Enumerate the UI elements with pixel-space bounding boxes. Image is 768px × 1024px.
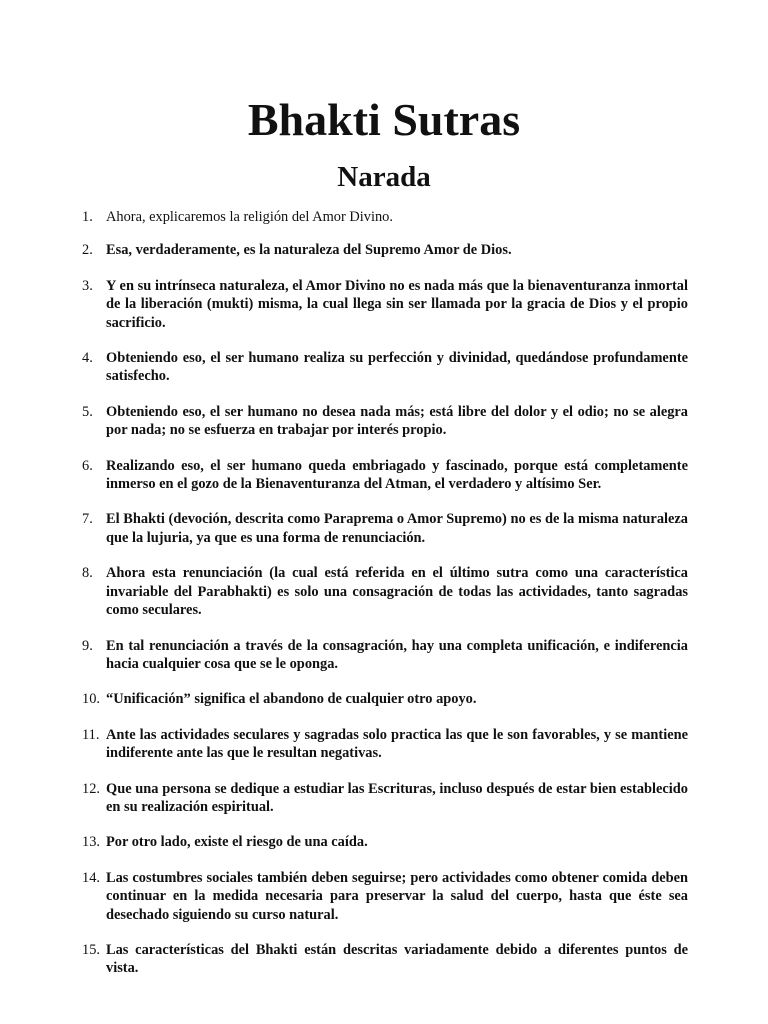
sutra-text: Por otro lado, existe el riesgo de una caída. (106, 834, 368, 851)
sutra-number: 13. (82, 834, 100, 851)
sutra-item (78, 833, 688, 851)
sutra-number: 8. (82, 565, 93, 582)
sutra-item (78, 869, 688, 924)
sutra-number: 3. (82, 277, 93, 294)
sutra-text: Ahora, explicaremos la religión del Amor Divino. (106, 209, 393, 225)
sutra-text: Realizando eso, el ser humano queda embriagado y fascinado, porque está completamente inmerso en el gozo de la Bienaventuranza del Atman, el verdadero y altísimo Ser. (106, 457, 688, 493)
sutra-number: 5. (82, 403, 93, 420)
sutra-text: Ahora esta renunciación (la cual está referida en el último sutra como una característica invariable del Parabhakti) es solo una consagración de todas las actividades, tanto sagradas como seculares. (106, 565, 688, 619)
sutra-item (78, 780, 688, 817)
sutra-item (78, 241, 688, 259)
sutra-text: Las costumbres sociales también deben seguirse; pero actividades como obtener comida deben continuar en la medida necesaria para preservar la salud del cuerpo, hasta que éste sea desechado siguiendo su curso natural. (106, 869, 688, 923)
sutra-text: Obteniendo eso, el ser humano realiza su perfección y divinidad, quedándose profundamente satisfecho. (106, 350, 688, 385)
sutra-number: 6. (82, 457, 93, 474)
sutra-item (78, 457, 688, 494)
sutra-number: 7. (82, 511, 93, 528)
sutra-number: 15. (82, 941, 100, 958)
document-author: Narada (337, 161, 431, 193)
sutra-item (78, 208, 688, 226)
sutra-item (78, 690, 688, 708)
sutra-item (78, 510, 688, 547)
sutra-text: Esa, verdaderamente, es la naturaleza del Supremo Amor de Dios. (106, 242, 512, 259)
sutra-number: 14. (82, 869, 100, 886)
sutra-text: Que una persona se dedique a estudiar las Escrituras, incluso después de estar bien establecido en su realización espiritual. (106, 780, 688, 815)
sutra-list (78, 208, 688, 995)
sutra-text: En tal renunciación a través de la consagración, hay una completa unificación, e indiferencia hacia cualquier cosa que se le oponga. (106, 637, 688, 672)
sutra-item (78, 941, 688, 978)
sutra-item (78, 403, 688, 440)
sutra-number: 9. (82, 637, 93, 654)
sutra-number: 4. (82, 350, 93, 367)
sutra-item (78, 726, 688, 763)
sutra-number: 10. (82, 691, 100, 708)
sutra-text: Ante las actividades seculares y sagradas solo practica las que le son favorables, y se mantiene indiferente ante las que le resultan negativas. (106, 726, 688, 762)
sutra-item (78, 564, 688, 619)
sutra-number: 12. (82, 780, 100, 797)
sutra-text: Obteniendo eso, el ser humano no desea nada más; está libre del dolor y el odio; no se alegra por nada; no se esfuerza en trabajar por interés propio. (106, 403, 688, 439)
sutra-item (78, 349, 688, 386)
sutra-text: “Unificación” significa el abandono de cualquier otro apoyo. (106, 691, 477, 708)
sutra-number: 11. (82, 726, 100, 743)
sutra-item (78, 277, 688, 332)
sutra-number: 1. (82, 209, 93, 225)
sutra-text: Las características del Bhakti están descritas variadamente debido a diferentes puntos de vista. (106, 941, 688, 977)
sutra-text: Y en su intrínseca naturaleza, el Amor Divino no es nada más que la bienaventuranza inmortal de la liberación (mukti) misma, la cual llega sin ser llamada por la gracia de Dios y el propio sacrificio. (106, 277, 688, 331)
sutra-number: 2. (82, 242, 93, 259)
document-title: Bhakti Sutras (247, 94, 521, 145)
sutra-text: El Bhakti (devoción, descrita como Paraprema o Amor Supremo) no es de la misma naturaleza que la lujuria, ya que es una forma de renunciación. (106, 511, 688, 546)
sutra-item (78, 637, 688, 674)
